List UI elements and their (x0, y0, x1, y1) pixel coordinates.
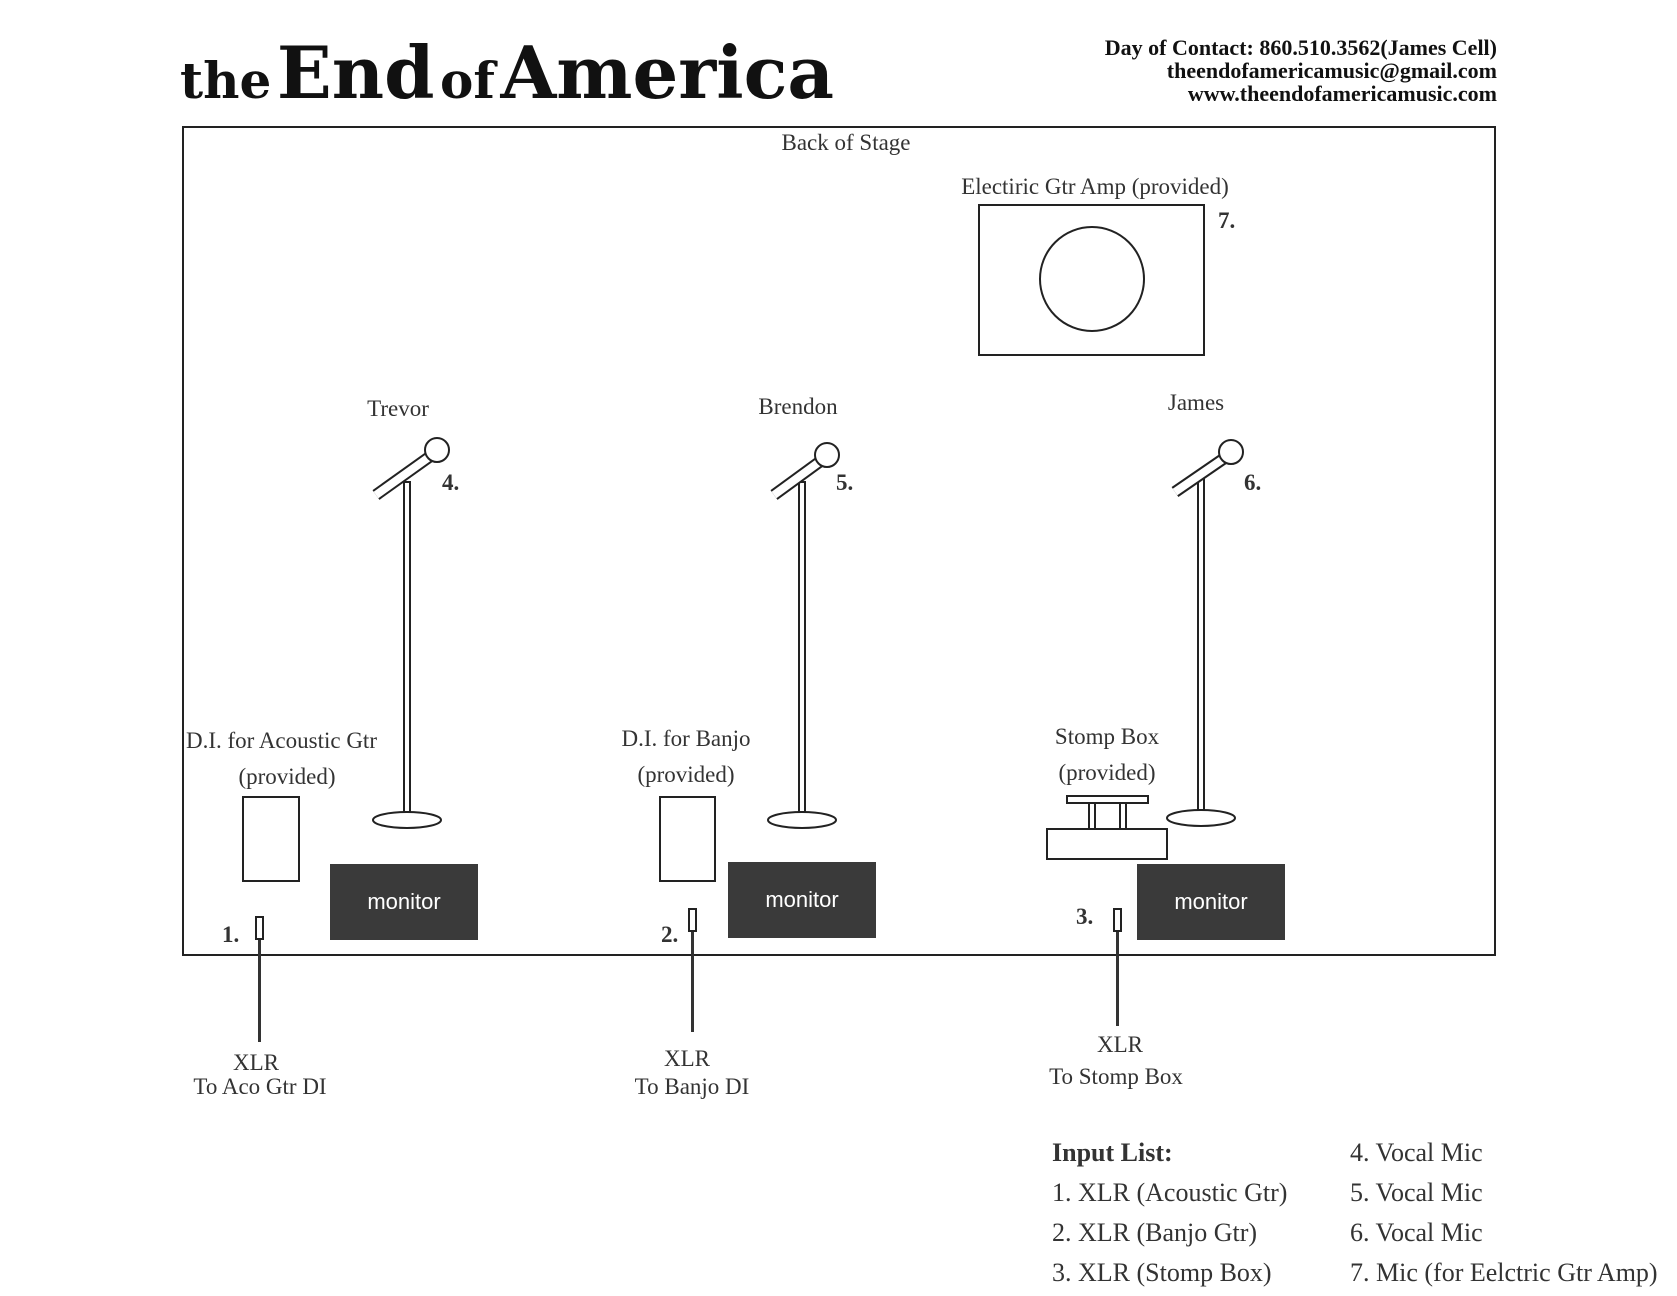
di-banjo-label: D.I. for Banjo (621, 726, 751, 751)
input-number-1: 1. (222, 922, 240, 947)
mic-number-4: 4. (442, 470, 460, 495)
xlr-plug-icon (688, 908, 697, 932)
mic-stand-icon (373, 438, 449, 828)
monitor-brendon: monitor (728, 862, 876, 938)
amp-label: Electiric Gtr Amp (provided) (961, 174, 1229, 199)
input-list-item: 5. Vocal Mic (1350, 1178, 1483, 1207)
di-banjo-provided: (provided) (637, 762, 735, 787)
input-list-item: 6. Vocal Mic (1350, 1218, 1483, 1247)
xlr-dest-3: To Stomp Box (1049, 1064, 1183, 1089)
di-box-acoustic (242, 796, 300, 882)
xlr-dest-2: To Banjo DI (634, 1074, 750, 1099)
xlr-cable-2 (691, 932, 694, 1032)
logo-america: America (500, 30, 835, 115)
performer-name-james: James (1167, 390, 1225, 415)
performer-name-brendon: Brendon (758, 394, 838, 419)
logo-end: End (276, 30, 435, 115)
input-list-item: 1. XLR (Acoustic Gtr) (1052, 1178, 1288, 1207)
amp-input-number: 7. (1218, 208, 1236, 233)
mic-stand-icon (768, 443, 839, 828)
input-list-item: 2. XLR (Banjo Gtr) (1052, 1218, 1258, 1247)
monitor-trevor: monitor (330, 864, 478, 940)
xlr-dest-1: To Aco Gtr DI (193, 1074, 327, 1099)
back-of-stage-label: Back of Stage (781, 130, 911, 155)
monitor-james: monitor (1137, 864, 1285, 940)
input-list-item: 4. Vocal Mic (1350, 1138, 1483, 1167)
logo-of: of (440, 51, 495, 110)
contact-phone: Day of Contact: 860.510.3562(James Cell) (1104, 35, 1497, 60)
mic-stand-icon (1167, 440, 1243, 826)
xlr-type-1: XLR (233, 1050, 279, 1075)
xlr-type-3: XLR (1097, 1032, 1143, 1057)
mic-number-6: 6. (1244, 470, 1262, 495)
input-list-title: Input List: (1052, 1138, 1173, 1167)
xlr-type-2: XLR (664, 1046, 710, 1071)
logo-the: the (180, 51, 272, 110)
stomp-box-provided: (provided) (1058, 760, 1156, 785)
performer-name-trevor: Trevor (367, 396, 429, 421)
stomp-box-icon (1047, 796, 1167, 859)
contact-email: theendofamericamusic@gmail.com (1166, 58, 1497, 83)
xlr-plug-icon (1113, 908, 1122, 932)
di-acoustic-label: D.I. for Acoustic Gtr (186, 728, 377, 753)
input-list-item: 3. XLR (Stomp Box) (1052, 1258, 1272, 1287)
xlr-cable-3 (1116, 932, 1119, 1026)
stomp-box-label: Stomp Box (1054, 724, 1160, 749)
contact-website: www.theendofamericamusic.com (1187, 81, 1497, 106)
di-box-banjo (659, 796, 716, 882)
xlr-cable-1 (258, 940, 261, 1042)
di-acoustic-provided: (provided) (238, 764, 336, 789)
input-number-2: 2. (661, 922, 679, 947)
mic-number-5: 5. (836, 470, 854, 495)
input-list-item: 7. Mic (for Eelctric Gtr Amp) (1350, 1258, 1658, 1287)
input-number-3: 3. (1076, 904, 1094, 929)
xlr-plug-icon (255, 916, 264, 940)
